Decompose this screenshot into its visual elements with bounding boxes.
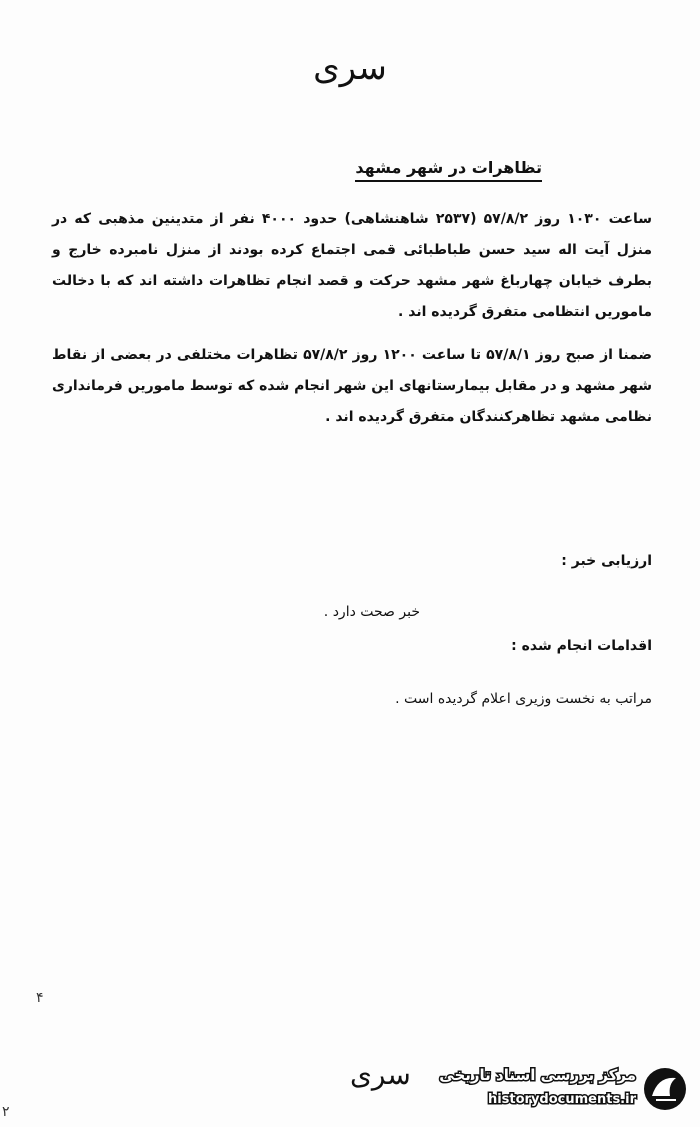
body-paragraph-1: ساعت ۱۰۳۰ روز ۵۷/۸/۲ (۲۵۳۷ شاهنشاهی) حدود ۴۰۰۰ نفر از متدینین مذهبی که در منزل آیت اله سید حسن طباطبائی قمی اجتماع کرده بودند از منزل نامبرده خارج و بطرف خیابان چهارباغ شهر مشهد حرکت و قصد انجام تظاهرات داشته اند که با دخالت ماموریں انتظامی متفرق گردیده اند .: [52, 211, 652, 320]
watermark-url: historydocuments.ir: [487, 1092, 636, 1107]
watermark-title: مرکز بررسی اسناد تاریخی: [439, 1066, 636, 1084]
actions-value: مراتب به نخست وزیری اعلام گردیده است .: [395, 691, 652, 707]
margin-handwritten-mark: ۴: [36, 990, 44, 1006]
body-paragraph-2: ضمنا از صبح روز ۵۷/۸/۱ تا ساعت ۱۲۰۰ روز ۵۷/۸/۲ تظاهرات مختلفی در بعضی از نقاط شهر مشهد و در مقابل بیمارستانهای این شهر انجام شده که توسط ماموریں فرمانداری نظامی مشهد تظاهرکنندگان متفرق گردیده اند .: [52, 347, 652, 425]
document-subject: تظاهرات در شهر مشهد: [355, 158, 542, 182]
archive-logo-icon: [642, 1066, 688, 1112]
page-number: ۲: [2, 1104, 10, 1120]
evaluation-value: خبر صحت دارد .: [323, 604, 420, 620]
evaluation-label: ارزیابی خبر :: [561, 553, 652, 569]
actions-label: اقدامات انجام شده :: [511, 638, 652, 654]
archive-watermark: [426, 1062, 688, 1118]
classification-stamp-bottom: سری: [350, 1058, 411, 1091]
classification-stamp-top: سری: [313, 48, 387, 88]
